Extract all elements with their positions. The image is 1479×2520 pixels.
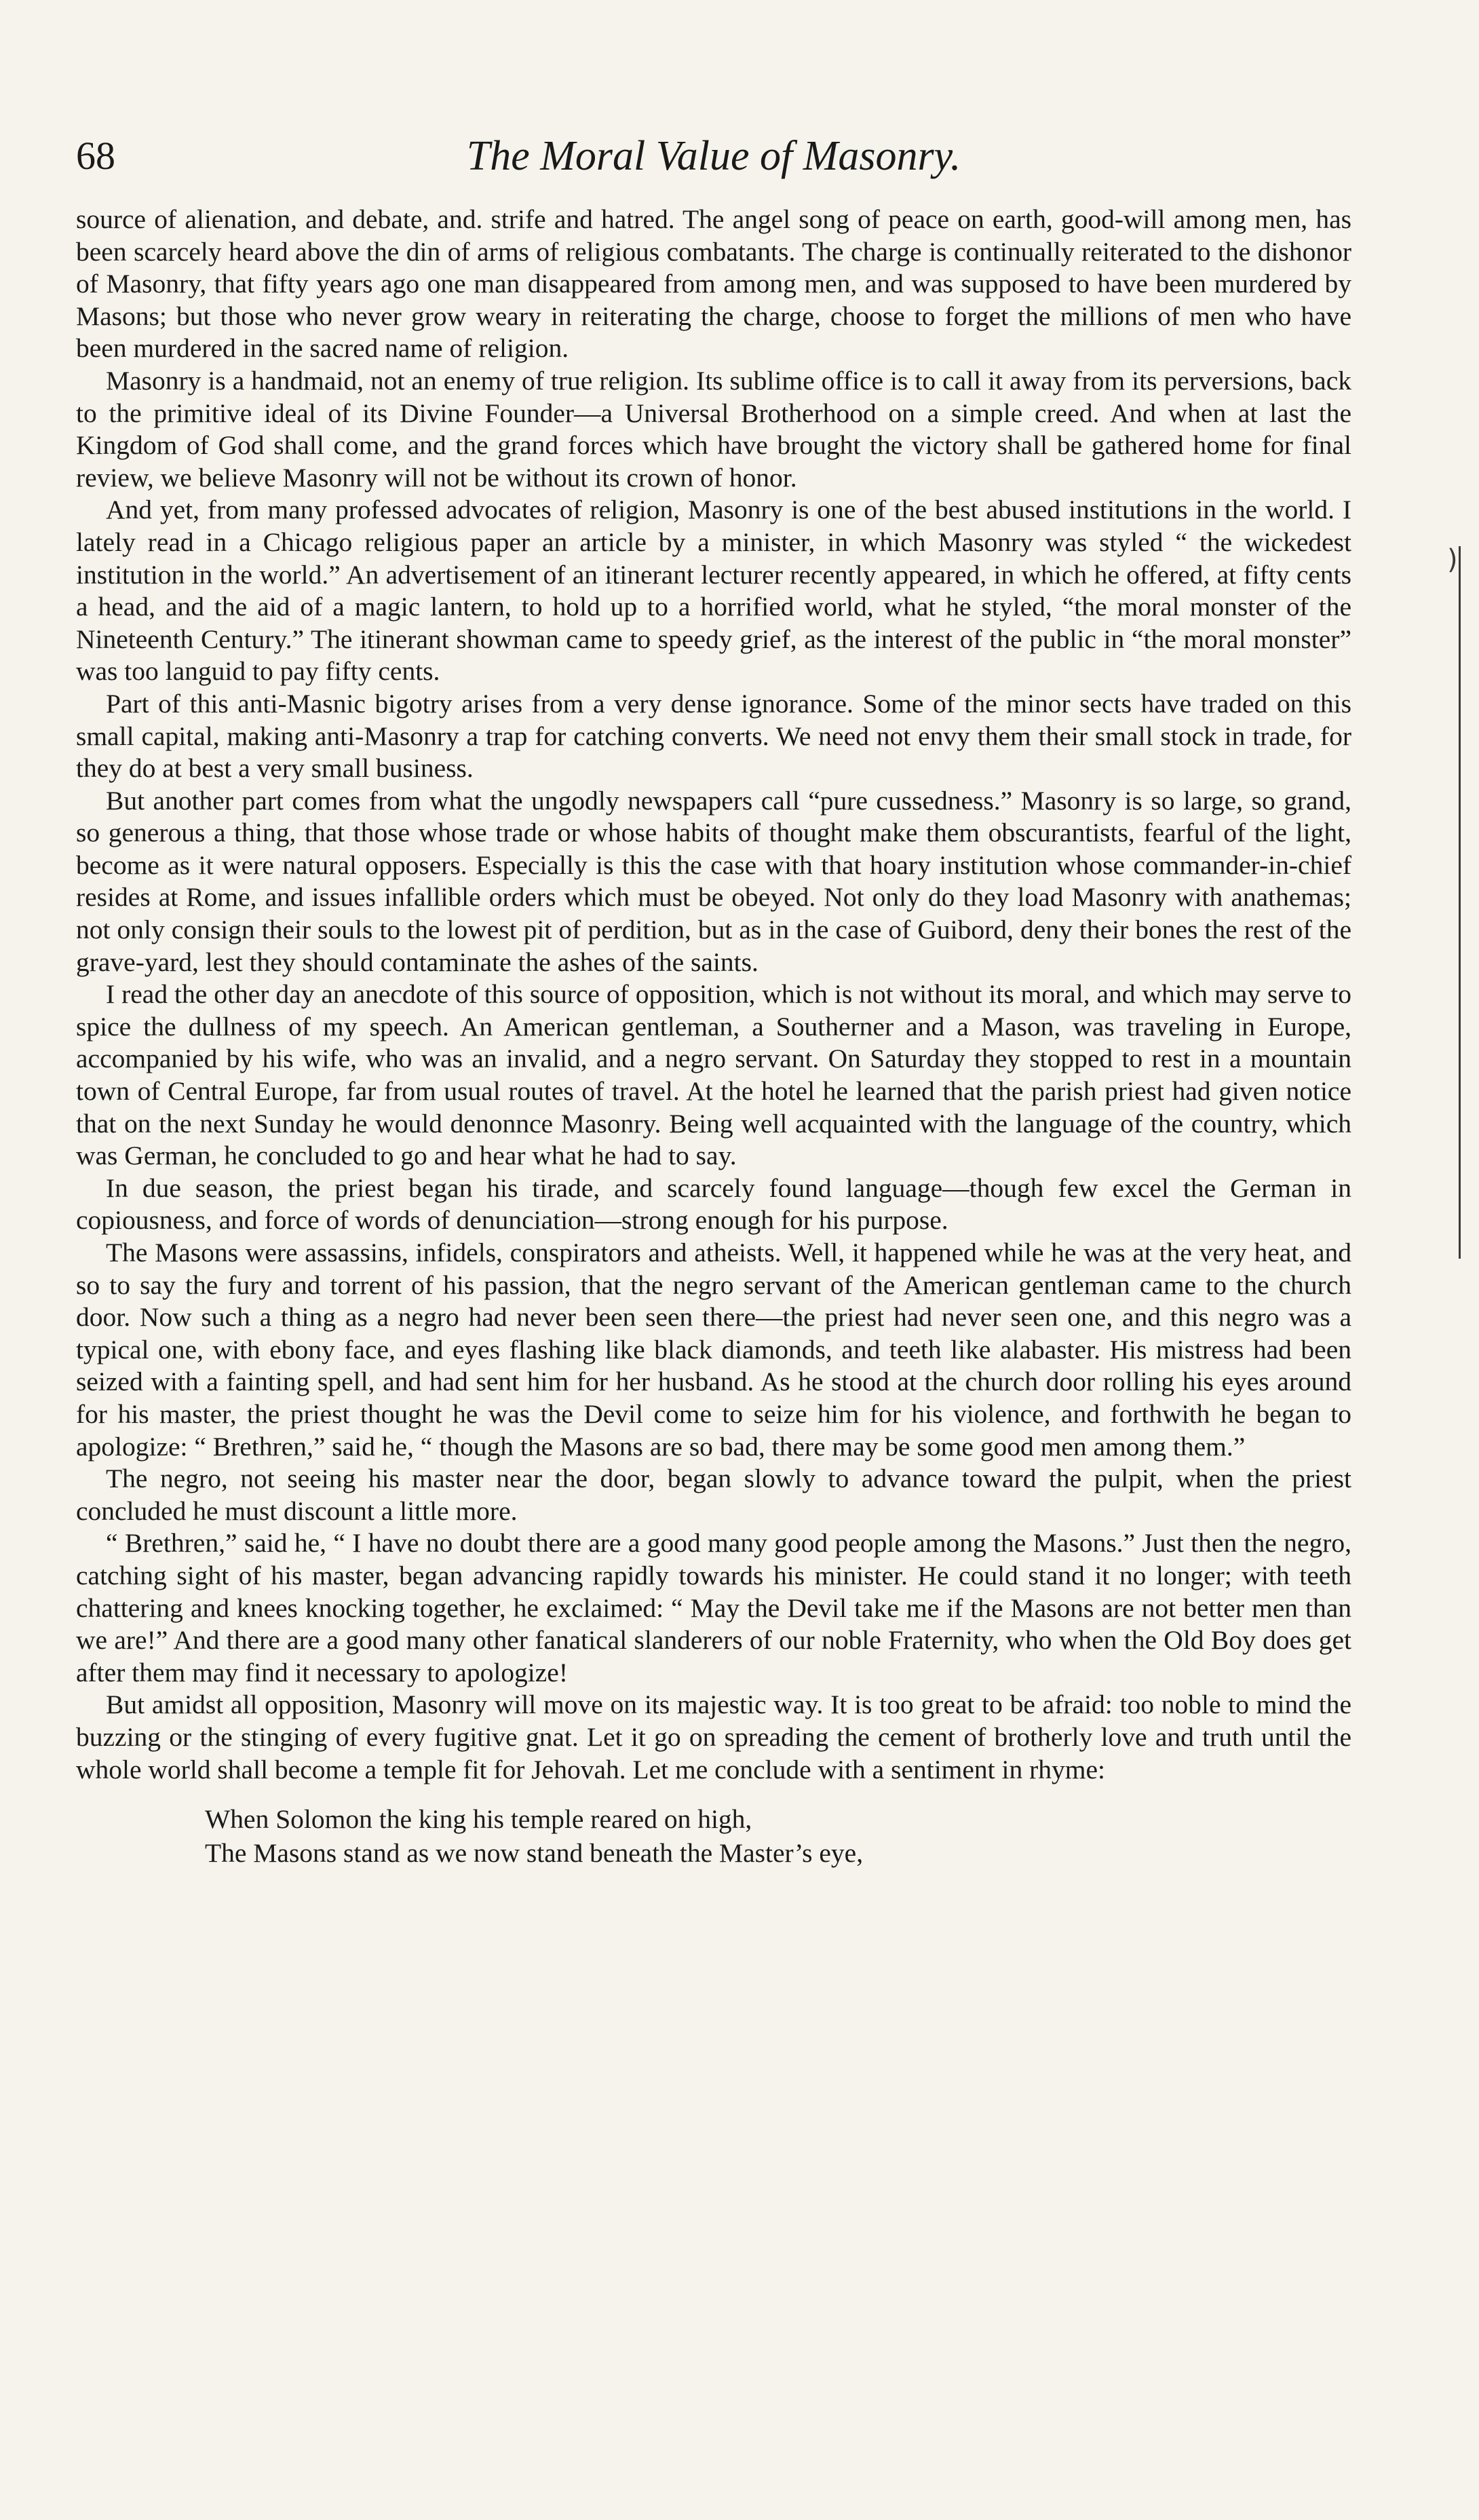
running-title: The Moral Value of Masonry. (466, 133, 961, 179)
margin-bracket (1447, 544, 1466, 1259)
paragraph: The Masons were assassins, infidels, conspirators and atheists. Well, it happened while he was at the very heat, and so to say the fury and torrent of his passion, that the negro servant of the American gentleman came to the church door. Now such a thing as a negro had never been seen there—the priest had never seen one, and this negro was a typical one, with ebony face, and eyes flashing like black diamonds, and teeth like alabaster. His mistress had been seized with a fainting spell, and had sent him for her husband. As he stood at the church door rolling his eyes around for his master, the priest thought he was the Devil come to seize him for his violence, and forthwith he began to apologize: “ Brethren,” said he, “ though the Masons are so bad, there may be some good men among them.” (76, 1238, 1351, 1462)
paragraph: I read the other day an anecdote of this source of opposition, which is not without its moral, and which may serve to spice the dullness of my speech. An American gentleman, a Southerner and a Mason, was traveling in Europe, accompanied by his wife, who was an invalid, and a negro servant. On Saturday they stopped to rest in a mountain town of Central Europe, far from usual routes of travel. At the hotel he learned that the parish priest had given notice that on the next Sunday he would denonnce Masonry. Being well acquainted with the language of the country, which was German, he concluded to go and hear what he had to say. (76, 979, 1351, 1171)
verse-line: When Solomon the king his temple reared on high, (205, 1804, 752, 1835)
paragraph: But amidst all opposition, Masonry will move on its majestic way. It is too great to be afraid: too noble to mind the buzzing or the stinging of every fugitive gnat. Let it go on spreading the cement of brotherly love and truth until the whole world shall become a temple fit for Jehovah. Let me conclude with a sentiment in rhyme: (76, 1689, 1351, 1784)
body-text (76, 204, 1351, 1786)
book-page (76, 129, 1351, 1870)
page-number: 68 (76, 134, 115, 178)
verse-block (76, 1802, 1351, 1870)
paragraph: And yet, from many professed advocates of religion, Masonry is one of the best abused institutions in the world. I lately read in a Chicago religious paper an article by a minister, in which Masonry was styled “ the wickedest institution in the world.” An advertisement of an itinerant lecturer recently appeared, in which he offered, at fifty cents a head, and the aid of a magic lantern, to hold up to a horrified world, what he styled, “the moral monster of the Nineteenth Century.” The itinerant showman came to speedy grief, as the interest of the public in “the moral monster” was too languid to pay fifty cents. (76, 495, 1351, 687)
paragraph: Part of this anti-Masnic bigotry arises from a very dense ignorance. Some of the minor sects have traded on this small capital, making anti-Masonry a trap for catching converts. We need not envy them their small stock in trade, for they do at best a very small business. (76, 688, 1351, 784)
verse-line: The Masons stand as we now stand beneath the Master’s eye, (205, 1838, 864, 1869)
paragraph: Masonry is a handmaid, not an enemy of true religion. Its sublime office is to call it away from its perversions, back to the primitive ideal of its Divine Founder—a Universal Brotherhood on a simple creed. And when at last the Kingdom of God shall come, and the grand forces which have brought the victory shall be gathered home for final review, we believe Masonry will not be without its crown of honor. (76, 365, 1351, 493)
paragraph: In due season, the priest began his tirade, and scarcely found language—though few excel the German in copiousness, and force of words of denunciation—strong enough for his purpose. (76, 1172, 1351, 1236)
paragraph: The negro, not seeing his master near the door, began slowly to advance toward the pulpit, when the priest concluded he must discount a little more. (76, 1464, 1351, 1526)
paragraph: source of alienation, and debate, and. strife and hatred. The angel song of peace on earth, good-will among men, has been scarcely heard above the din of arms of religious combatants. The charge is continually reiterated to the dishonor of Masonry, that fifty years ago one man disappeared from among men, and was supposed to have been murdered by Masons; but those who never grow weary in reiterating the charge, choose to forget the millions of men who have been murdered in the sacred name of religion. (76, 204, 1351, 364)
paragraph: “ Brethren,” said he, “ I have no doubt there are a good many good people among the Masons.” Just then the negro, catching sight of his master, began advancing rapidly towards his minister. He could stand it no longer; with teeth chattering and knees knocking together, he exclaimed: “ May the Devil take me if the Masons are not better men than we are!” And there are a good many other fanatical slanderers of our noble Fraternity, who when the Old Boy does get after them may find it necessary to apologize! (76, 1528, 1351, 1687)
page-header (76, 129, 1351, 190)
bracket-hook-icon: ) (1447, 544, 1458, 575)
paragraph: But another part comes from what the ungodly newspapers call “pure cussedness.” Masonry is so large, so grand, so generous a thing, that those whose trade or whose habits of thought make them obscurantists, fearful of the light, become as it were natural opposers. Especially is this the case with that hoary institution whose commander-in-chief resides at Rome, and issues infallible orders which must be obeyed. Not only do they load Masonry with anathemas; not only consign their souls to the lowest pit of perdition, but as in the case of Guibord, deny their bones the rest of the grave-yard, lest they should contaminate the ashes of the saints. (76, 785, 1351, 977)
